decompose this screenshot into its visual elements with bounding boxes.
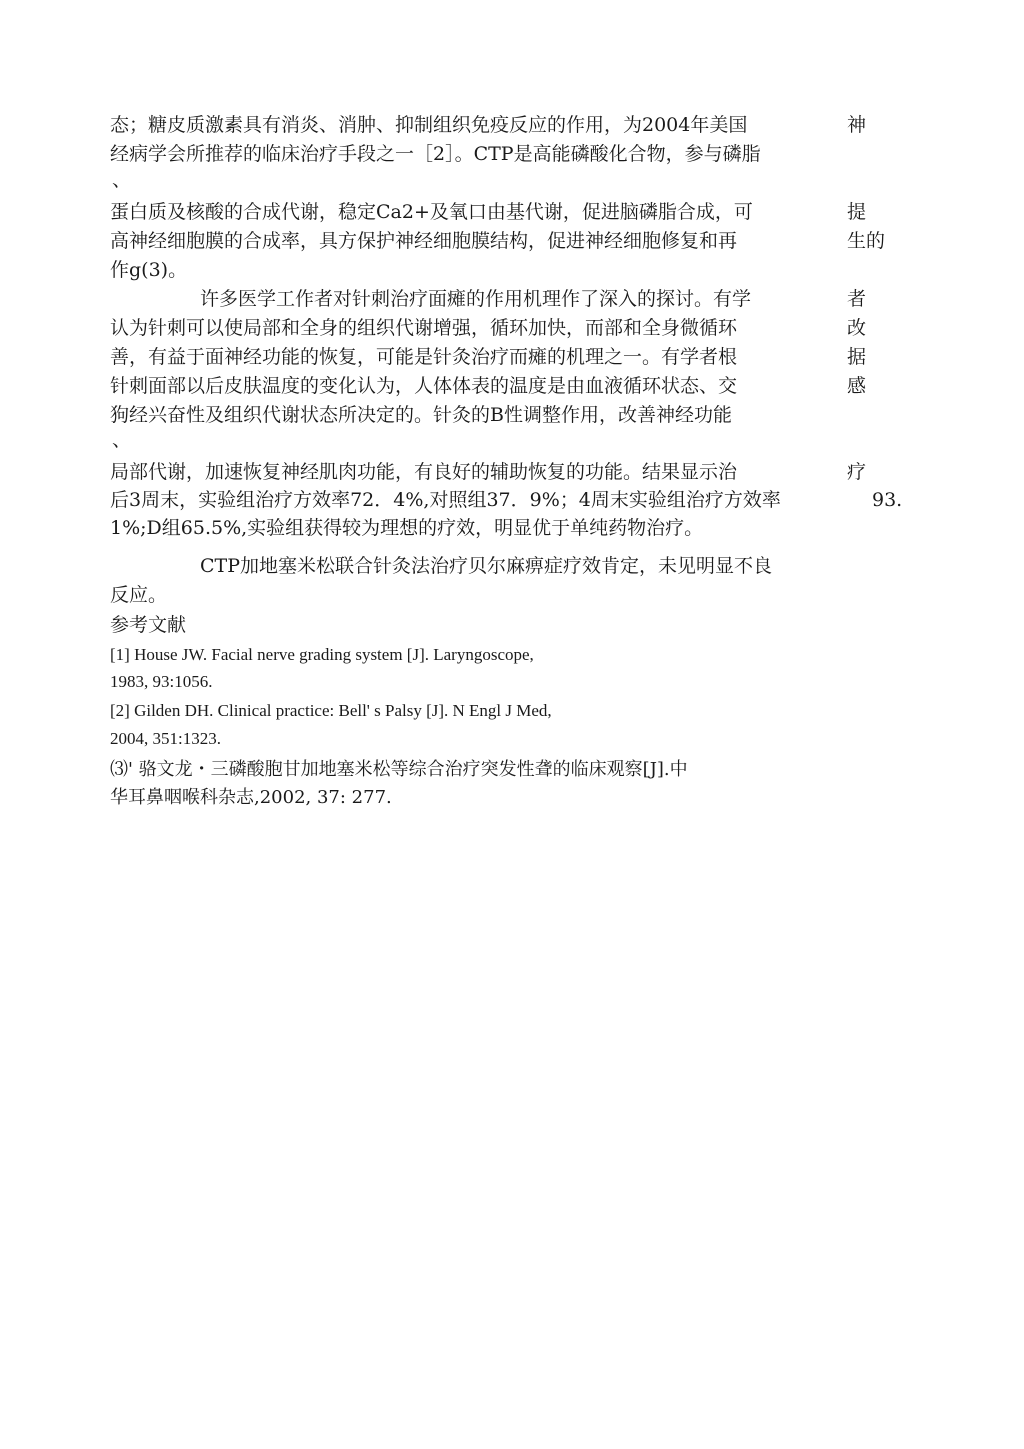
reference-item: [1] House JW. Facial nerve grading system [J]. Laryngoscope,: [110, 645, 534, 664]
text-line: 狗经兴奋性及组织代谢状态所决定的。针灸的B性调整作用，改善神经功能: [110, 404, 732, 426]
margin-text: 者: [847, 288, 867, 310]
text-line: 许多医学工作者对针刺治疗面瘫的作用机理作了深入的探讨。有学: [200, 288, 752, 310]
text-line: 认为针刺可以使局部和全身的组织代谢增强，循环加快，而部和全身微循环: [110, 317, 738, 339]
text-line: 、: [112, 169, 132, 191]
reference-item-cont: 华耳鼻咽喉科杂志,2002, 37: 277.: [110, 787, 392, 808]
text-line: 反应。: [110, 584, 168, 606]
text-line: 经病学会所推荐的临床治疗手段之一［2］。CTP是高能磷酸化合物，参与磷脂: [110, 143, 761, 165]
margin-text: 神: [847, 114, 867, 136]
text-line: 善，有益于面神经功能的恢复，可能是针灸治疗而瘫的机理之一。有学者根: [110, 346, 738, 368]
text-line: 1%;D组65.5%,实验组获得较为理想的疗效，明显优于单纯药物治疗。: [110, 517, 704, 539]
text-line: 后3周末，实验组治疗方效率72．4%,对照组37．9%；4周末实验组治疗方效率: [110, 489, 781, 511]
reference-item-cont: 1983, 93:1056.: [110, 672, 213, 691]
margin-text: 据: [847, 346, 867, 368]
reference-item: ⑶' 骆文龙・三磷酸胞甘加地塞米松等综合治疗突发性聋的临床观察[J].中: [110, 759, 688, 780]
margin-text: 93.: [872, 489, 903, 511]
reference-item: [2] Gilden DH. Clinical practice: Bell' s Palsy [J]. N Engl J Med,: [110, 701, 552, 720]
margin-text: 提: [847, 201, 867, 223]
reference-item-cont: 2004, 351:1323.: [110, 729, 221, 748]
references-heading: 参考文献: [110, 614, 187, 636]
text-line: 蛋白质及核酸的合成代谢，稳定Ca2+及氧口由基代谢，促进脑磷脂合成，可: [110, 201, 753, 223]
text-line: 高神经细胞膜的合成率，具方保护神经细胞膜结构，促进神经细胞修复和再: [110, 230, 738, 252]
margin-text: 感: [847, 375, 867, 397]
margin-text: 改: [847, 317, 867, 339]
text-line: CTP加地塞米松联合针灸法治疗贝尔麻痹症疗效肯定，未见明显不良: [200, 555, 772, 577]
margin-text: 生的: [847, 230, 886, 252]
text-line: 针刺面部以后皮肤温度的变化认为，人体体表的温度是由血液循环状态、交: [110, 375, 738, 397]
text-line: 作g(3)。: [110, 259, 188, 281]
text-line: 、: [112, 429, 132, 451]
text-line: 态；糖皮质激素具有消炎、消肿、抑制组织免疫反应的作用，为2004年美国: [110, 114, 748, 136]
text-line: 局部代谢，加速恢复神经肌肉功能，有良好的辅助恢复的功能。结果显示治: [110, 461, 738, 483]
margin-text: 疗: [847, 461, 867, 483]
